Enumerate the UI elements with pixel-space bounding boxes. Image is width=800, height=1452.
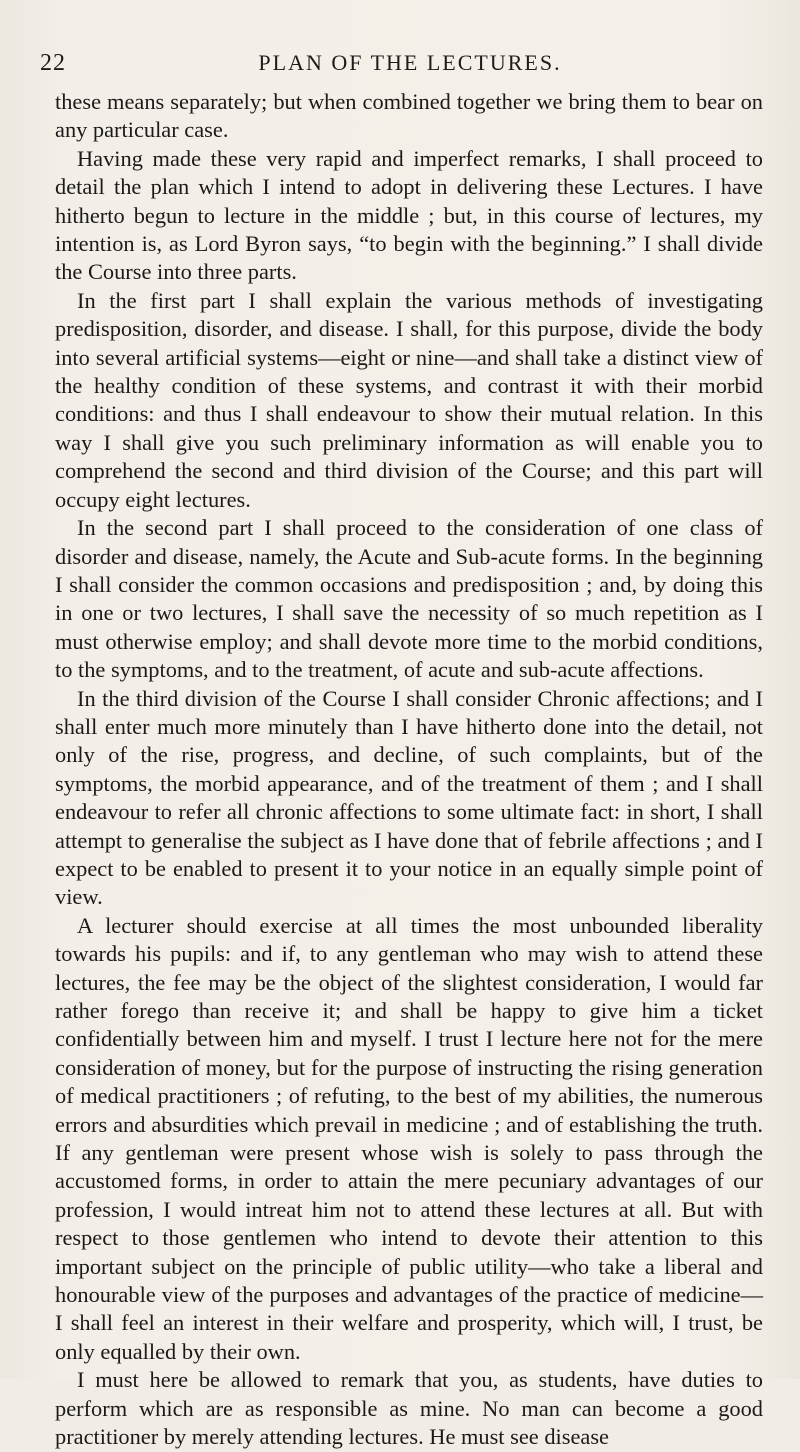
page-header (40, 50, 770, 84)
page-number: 22 (40, 50, 66, 76)
running-title: PLAN OF THE LECTURES. (258, 50, 562, 75)
paragraph-liberality: A lecturer should exercise at all times the most unbounded liberality towards his pupils: and if, to any gentleman who may wish to attend these lectures, the fee may be the object of the slightest consideration, I would far rather forego than receive it; and shall be happy to give him a ticket confidentially between him and myself. I trust I lecture here not for the mere consideration of money, but for the purpose of instructing the rising generation of medical practitioners ; of refuting, to the best of my abilities, the numerous errors and absurdities which prevail in medicine ; and of establishing the truth. If any gentleman were present whose wish is solely to pass through the accustomed forms, in order to attain the mere pecuniary advantages of our profession, I would intreat him not to attend these lectures at all. But with respect to those gentlemen who intend to devote their attention to this important subject on the principle of public utility—who take a liberal and honourable view of the purposes and advantages of the practice of medicine—I shall feel an interest in their welfare and prosperity, which will, I trust, be only equalled by their own. (55, 912, 763, 1364)
paragraph-continuation: these means separately; but when combined together we bring them to bear on any particular case. (55, 89, 763, 143)
body-text (55, 88, 763, 1452)
paragraph-first-part: In the first part I shall explain the various methods of investigating predisposition, disorder, and disease. I shall, for this purpose, divide the body into several artificial systems—eight or nine—and shall take a distinct view of the healthy condition of these systems, and contrast it with their morbid conditions: and thus I shall endeavour to show their mutual relation. In this way I shall give you such preliminary information as will enable you to comprehend the second and third division of the Course; and this part will occupy eight lectures. (55, 287, 763, 512)
paragraph-plan-intro: Having made these very rapid and imperfect remarks, I shall proceed to detail the plan which I intend to adopt in delivering these Lectures. I have hitherto begun to lecture in the middle ; but, in this course of lectures, my intention is, as Lord Byron says, “to begin with the beginning.” I shall divide the Course into three parts. (55, 145, 763, 285)
paragraph-third-part: In the third division of the Course I shall consider Chronic affections; and I shall enter much more minutely than I have hitherto done into the detail, not only of the rise, progress, and decline, of such complaints, but of the symptoms, the morbid appearance, and of the treatment of them ; and I shall endeavour to refer all chronic affections to some ultimate fact: in short, I shall attempt to generalise the subject as I have done that of febrile affections ; and I expect to be enabled to present it to your notice in an equally simple point of view. (55, 685, 763, 910)
paragraph-students-duties: I must here be allowed to remark that you, as students, have duties to perform which are as responsible as mine. No man can become a good practitioner by merely attending lectures. He must see disease (55, 1367, 763, 1450)
paragraph-second-part: In the second part I shall proceed to the consideration of one class of disorder and disease, namely, the Acute and Sub-acute forms. In the beginning I shall consider the common occasions and predisposition ; and, by doing this in one or two lectures, I shall save the necessity of so much repetition as I must otherwise employ; and shall devote more time to the morbid conditions, to the symptoms, and to the treatment, of acute and sub-acute affections. (55, 515, 763, 683)
